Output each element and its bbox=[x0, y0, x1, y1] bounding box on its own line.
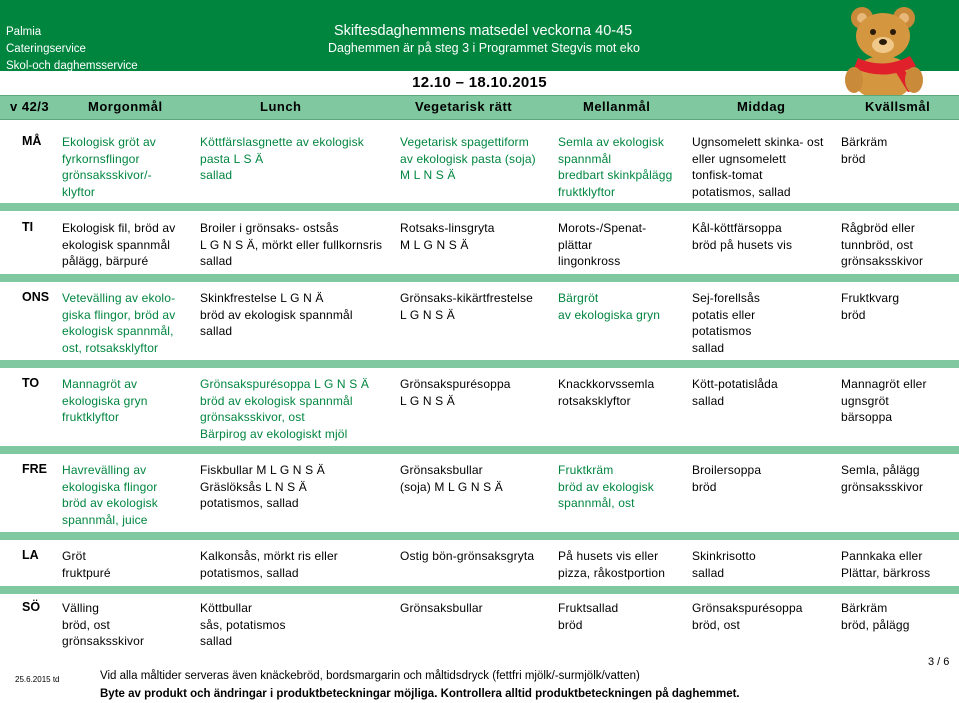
org-department: Cateringservice bbox=[6, 43, 86, 55]
lunch-cell: Broiler i grönsaks- ostsås L G N S Ä, mörkt eller fullkornsris sallad bbox=[200, 221, 383, 268]
row-divider bbox=[0, 586, 959, 594]
row-divider bbox=[0, 446, 959, 454]
snack-cell: Knackkorvssemla rotsaksklyftor bbox=[558, 377, 655, 408]
breakfast-cell: Ekologisk gröt av fyrkornsflingor grönsaksskivor/- klyftor bbox=[62, 135, 156, 199]
vegetarian-cell: Grönsakspurésoppa L G N S Ä bbox=[400, 377, 511, 408]
day-label: FRE bbox=[22, 462, 47, 476]
dinner-cell: Ugnsomelett skinka- ost eller ugnsomelett tonfisk-tomat potatismos, sallad bbox=[692, 135, 824, 199]
snack-cell: Fruktsallad bröd bbox=[558, 601, 619, 632]
snack-cell: Morots-/Spenat- plättar lingonkross bbox=[558, 221, 647, 268]
evening-cell: Bärkräm bröd, pålägg bbox=[841, 601, 910, 632]
breakfast-cell: Vetevälling av ekolo- giska flingor, bröd av ekologisk spannmål, ost, rotsaksklyftor bbox=[62, 291, 176, 355]
evening-cell: Rågbröd eller tunnbröd, ost grönsaksskivor bbox=[841, 221, 924, 268]
row-divider bbox=[0, 532, 959, 540]
vegetarian-cell: Vegetarisk spagettiform av ekologisk pasta (soja) M L N S Ä bbox=[400, 135, 536, 182]
snack-cell: Semla av ekologisk spannmål bredbart skinkpålägg fruktklyftor bbox=[558, 135, 673, 199]
col-vegetarian: Vegetarisk rätt bbox=[415, 99, 513, 114]
vegetarian-cell: Grönsaks-kikärtfrestelse L G N S Ä bbox=[400, 291, 533, 322]
menu-subtitle: Daghemmen är på steg 3 i Programmet Stegvis mot eko bbox=[328, 41, 640, 55]
day-label: MÅ bbox=[22, 134, 42, 148]
breakfast-cell: Ekologisk fil, bröd av ekologisk spannmål pålägg, bärpuré bbox=[62, 221, 176, 268]
col-snack: Mellanmål bbox=[583, 99, 651, 114]
column-header-row bbox=[0, 95, 959, 120]
week-label: v 42/3 bbox=[10, 99, 50, 114]
dinner-cell: Sej-forellsås potatis eller potatismos sallad bbox=[692, 291, 760, 355]
page-number: 3 / 6 bbox=[928, 656, 950, 668]
date-range: 12.10 – 18.10.2015 bbox=[412, 74, 547, 91]
header-bar bbox=[0, 0, 959, 71]
breakfast-cell: Välling bröd, ost grönsaksskivor bbox=[62, 601, 145, 648]
dinner-cell: Kött-potatislåda sallad bbox=[692, 377, 778, 408]
lunch-cell: Köttbullar sås, potatismos sallad bbox=[200, 601, 286, 648]
breakfast-cell: Mannagröt av ekologiska gryn fruktklyftor bbox=[62, 377, 148, 424]
snack-cell: Bärgröt av ekologiska gryn bbox=[558, 291, 661, 322]
vegetarian-cell: Ostig bön-grönsaksgryta bbox=[400, 549, 535, 563]
snack-cell: På husets vis eller pizza, råkostportion bbox=[558, 549, 666, 580]
lunch-cell: Grönsakspurésoppa L G N S Ä bröd av ekologisk spannmål grönsaksskivor, ost Bärpirog av ekologiskt mjöl bbox=[200, 377, 370, 441]
org-subdepartment: Skol-och daghemsservice bbox=[6, 60, 138, 72]
day-label: LA bbox=[22, 548, 39, 562]
evening-cell: Semla, pålägg grönsaksskivor bbox=[841, 463, 924, 494]
footer-warning: Byte av produkt och ändringar i produktbeteckningar möjliga. Kontrollera alltid produktbeteckningen på daghemmet. bbox=[100, 688, 740, 700]
day-label: TI bbox=[22, 220, 34, 234]
row-divider bbox=[0, 274, 959, 282]
footer-date: 25.6.2015 td bbox=[15, 675, 60, 684]
dinner-cell: Broilersoppa bröd bbox=[692, 463, 762, 494]
day-label: ONS bbox=[22, 290, 50, 304]
day-label: TO bbox=[22, 376, 40, 390]
col-dinner: Middag bbox=[737, 99, 786, 114]
lunch-cell: Kalkonsås, mörkt ris eller potatismos, sallad bbox=[200, 549, 338, 580]
snack-cell: Fruktkräm bröd av ekologisk spannmål, ost bbox=[558, 463, 654, 510]
breakfast-cell: Havrevälling av ekologiska flingor bröd av ekologisk spannmål, juice bbox=[62, 463, 158, 527]
evening-cell: Fruktkvarg bröd bbox=[841, 291, 900, 322]
vegetarian-cell: Rotsaks-linsgryta M L G N S Ä bbox=[400, 221, 495, 252]
lunch-cell: Köttfärslasgnette av ekologisk pasta L S Ä sallad bbox=[200, 135, 364, 182]
menu-title: Skiftesdaghemmens matsedel veckorna 40-45 bbox=[334, 23, 633, 39]
col-evening: Kvällsmål bbox=[865, 99, 931, 114]
row-divider bbox=[0, 203, 959, 211]
lunch-cell: Skinkfrestelse L G N Ä bröd av ekologisk spannmål sallad bbox=[200, 291, 353, 338]
vegetarian-cell: Grönsaksbullar bbox=[400, 601, 483, 615]
evening-cell: Bärkräm bröd bbox=[841, 135, 888, 166]
breakfast-cell: Gröt fruktpuré bbox=[62, 549, 111, 580]
vegetarian-cell: Grönsaksbullar (soja) M L G N S Ä bbox=[400, 463, 503, 494]
dinner-cell: Grönsakspurésoppa bröd, ost bbox=[692, 601, 803, 632]
col-lunch: Lunch bbox=[260, 99, 302, 114]
footer-note: Vid alla måltider serveras även knäckebröd, bordsmargarin och måltidsdryck (fettfri mjölk/-surmjölk/vatten) bbox=[100, 670, 640, 682]
day-label: SÖ bbox=[22, 600, 41, 614]
dinner-cell: Kål-köttfärsoppa bröd på husets vis bbox=[692, 221, 793, 252]
org-name: Palmia bbox=[6, 26, 42, 38]
row-divider bbox=[0, 360, 959, 368]
lunch-cell: Fiskbullar M L G N S Ä Gräslöksås L N S Ä potatismos, sallad bbox=[200, 463, 325, 510]
dinner-cell: Skinkrisotto sallad bbox=[692, 549, 756, 580]
evening-cell: Mannagröt eller ugnsgröt bärsoppa bbox=[841, 377, 927, 424]
evening-cell: Pannkaka eller Plättar, bärkross bbox=[841, 549, 931, 580]
col-breakfast: Morgonmål bbox=[88, 99, 163, 114]
